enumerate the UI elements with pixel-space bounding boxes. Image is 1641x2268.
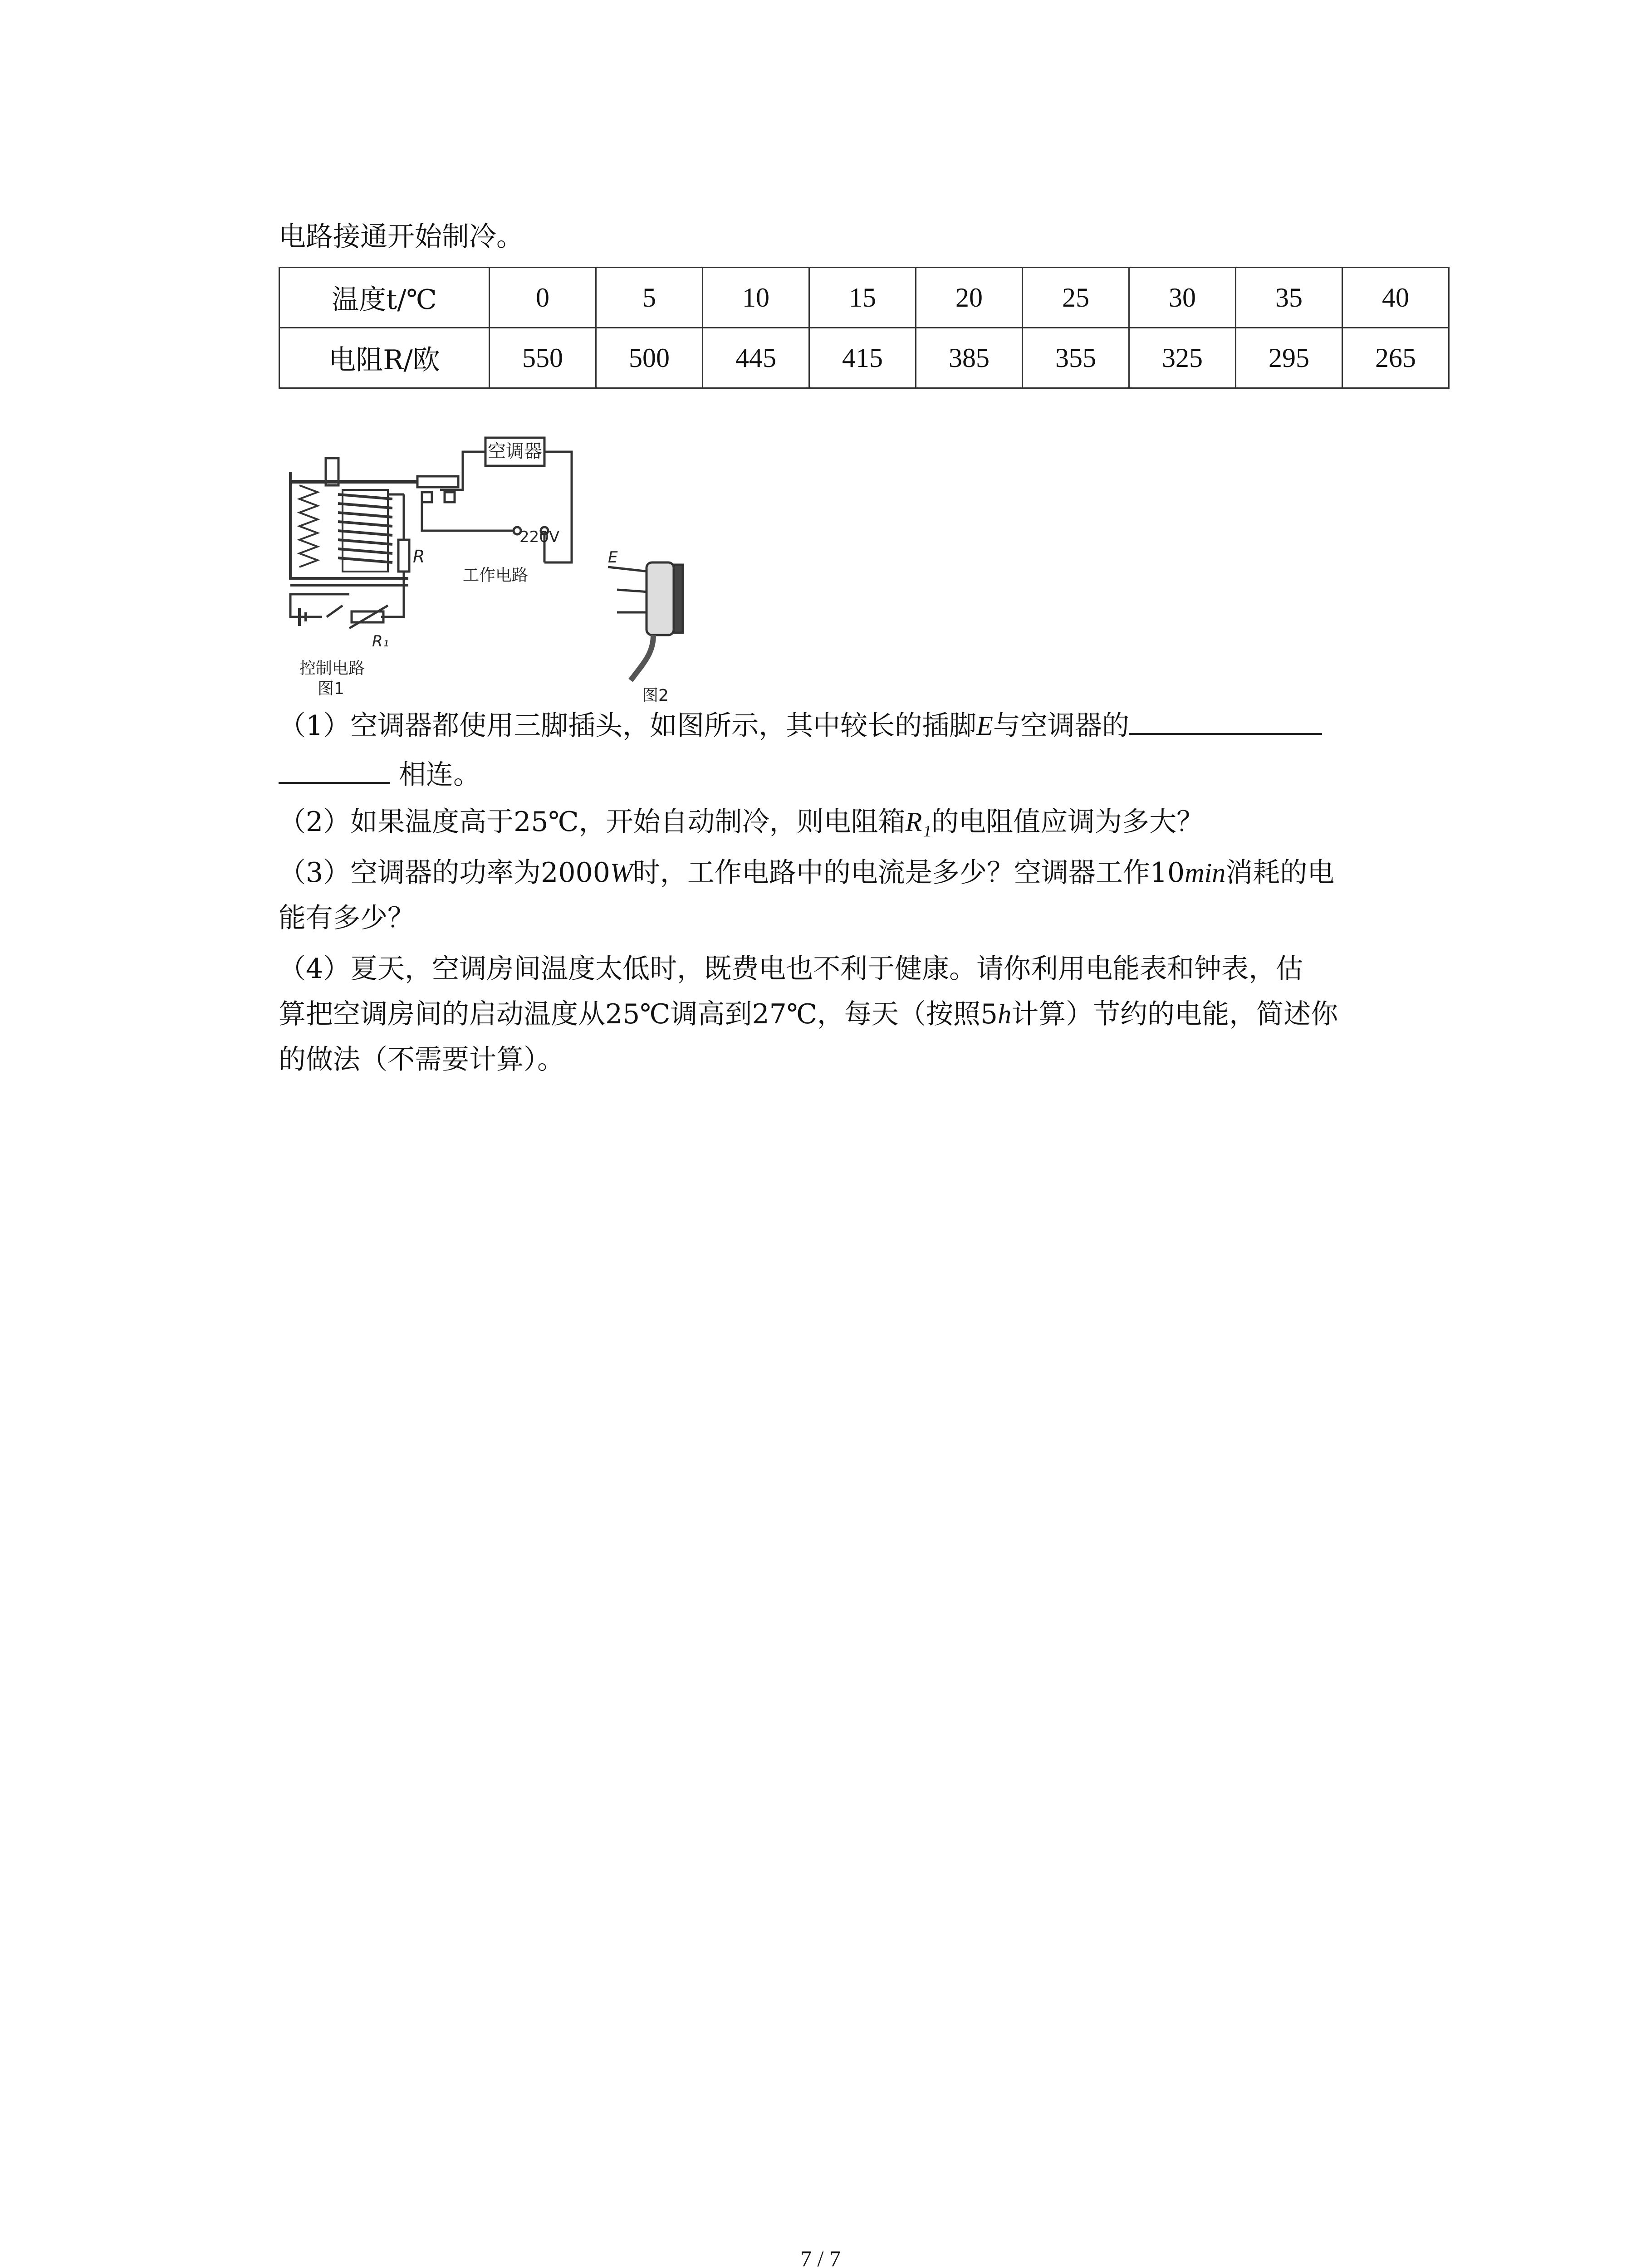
static-contact	[422, 492, 432, 502]
figure2-caption: 图2	[642, 686, 669, 705]
table-cell: 500	[596, 328, 703, 388]
table-row	[279, 268, 1449, 328]
row-header-resistance: 电阻R/欧	[279, 328, 490, 388]
question-3: （3）空调器的功率为2000W时，工作电路中的电流是多少？空调器工作10min消耗的电	[279, 857, 1335, 889]
table-cell: 385	[916, 328, 1023, 388]
control-circuit-label: 控制电路	[299, 659, 365, 678]
table-cell: 265	[1342, 328, 1449, 388]
temperature-resistance-table	[279, 267, 1450, 389]
table-cell: 40	[1342, 268, 1449, 328]
static-contact	[445, 492, 455, 502]
pin-e-label: E	[608, 548, 618, 567]
table-cell: 15	[809, 268, 916, 328]
plug-cable	[631, 635, 653, 680]
table-cell: 325	[1129, 328, 1236, 388]
spring	[299, 485, 318, 567]
pin-e	[608, 567, 649, 572]
table-cell: 445	[703, 328, 809, 388]
moving-contact	[417, 476, 458, 487]
question-4: （4）夏天，空调房间温度太低时，既费电也不利于健康。请你利用电能表和钟表，估	[279, 953, 1303, 985]
answer-blank[interactable]	[279, 782, 390, 784]
table-cell: 550	[490, 328, 596, 388]
relay-circuit-diagram	[272, 426, 590, 708]
question-3-cont: 能有多少？	[279, 902, 415, 934]
electromagnet-coil	[338, 494, 392, 562]
page-number: 7 / 7	[800, 2246, 841, 2268]
work-circuit-wire	[422, 499, 513, 531]
table-cell: 5	[596, 268, 703, 328]
intro-text: 电路接通开始制冷。	[279, 221, 524, 253]
answer-blank[interactable]	[1129, 733, 1322, 735]
ac-label: 空调器	[488, 441, 542, 462]
r1-label: R₁	[372, 632, 389, 650]
table-cell: 295	[1236, 328, 1342, 388]
table-cell: 30	[1129, 268, 1236, 328]
question-4-cont: 的做法（不需要计算）。	[279, 1044, 564, 1075]
table-cell: 25	[1023, 268, 1129, 328]
plug-rim	[674, 565, 683, 633]
figure1-caption: 图1	[318, 679, 344, 698]
plug-body	[647, 562, 674, 635]
table-cell: 415	[809, 328, 916, 388]
pin	[617, 590, 649, 592]
question-2: （2）如果温度高于25℃，开始自动制冷，则电阻箱R₁的电阻值应调为多大？	[279, 806, 1204, 838]
row-header-temperature: 温度t/℃	[279, 268, 490, 328]
table-cell: 10	[703, 268, 809, 328]
work-circuit-wire	[440, 452, 485, 490]
table-cell: 35	[1236, 268, 1342, 328]
question-1: （1）空调器都使用三脚插头，如图所示，其中较长的插脚E与空调器的	[279, 709, 1322, 742]
table-cell: 0	[490, 268, 596, 328]
three-pin-plug-diagram	[599, 544, 708, 708]
thermistor-label: R	[413, 547, 425, 567]
thermistor-r	[398, 540, 409, 572]
table-cell: 355	[1023, 328, 1129, 388]
work-circuit-label: 工作电路	[463, 566, 529, 585]
question-1-cont: 相连。	[279, 758, 480, 791]
table-row	[279, 328, 1449, 388]
switch	[327, 606, 343, 617]
table-cell: 20	[916, 268, 1023, 328]
voltage-label: 220V	[519, 528, 560, 546]
question-4-cont: 算把空调房间的启动温度从25℃调高到27℃，每天（按照5h计算）节约的电能，简述你	[279, 998, 1338, 1030]
